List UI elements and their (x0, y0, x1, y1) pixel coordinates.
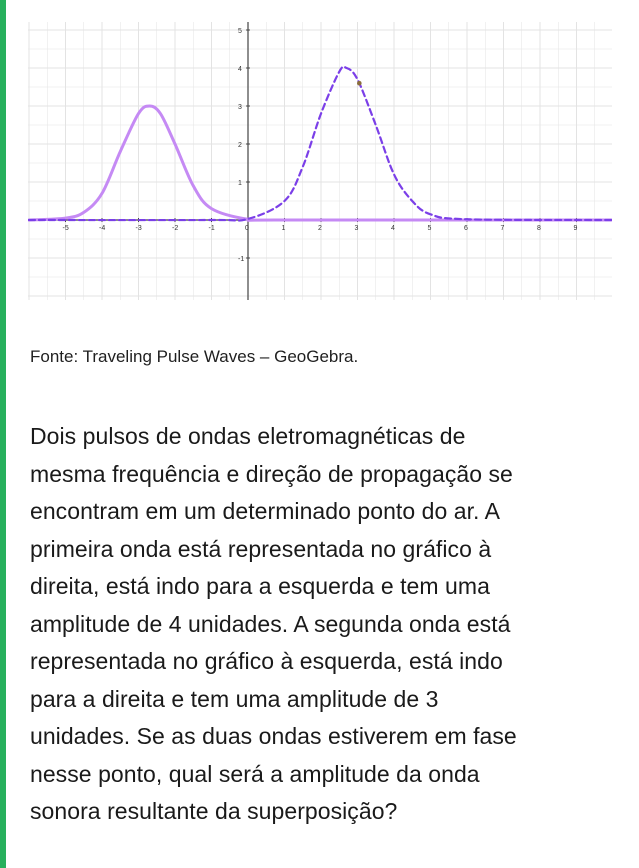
x-tick-label: 0 (245, 225, 249, 232)
question-line: direita, está indo para a esquerda e tem uma (30, 573, 490, 599)
x-tick-label: 4 (391, 225, 395, 232)
y-tick-label: 5 (238, 28, 242, 35)
pulse-right-point (357, 81, 362, 86)
question-line: nesse ponto, qual será a amplitude da onda (30, 760, 480, 787)
x-tick-label: 9 (573, 225, 578, 232)
x-tick-label: 8 (537, 225, 541, 232)
question-line: sonora resultante da superposição? (30, 798, 398, 824)
x-tick-label: 3 (354, 225, 359, 232)
x-tick-label: 1 (281, 225, 286, 232)
question-line: primeira onda está representada no gráfico à (30, 535, 492, 562)
question-line: representada no gráfico à esquerda, está indo (30, 648, 503, 674)
x-tick-label: -3 (135, 225, 142, 232)
question-text (30, 418, 615, 831)
question-line: amplitude de 4 unidades. A segunda onda está (30, 610, 511, 637)
x-tick-label: 2 (318, 225, 322, 232)
y-tick-label: 2 (238, 142, 242, 149)
y-tick-label: -1 (238, 256, 245, 263)
question-line: encontram em um determinado ponto do ar. A (30, 498, 501, 524)
x-tick-label: -2 (172, 225, 179, 232)
figure-caption: Fonte: Traveling Pulse Waves – GeoGebra. (30, 347, 359, 366)
y-tick-label: 1 (238, 180, 242, 187)
x-tick-label: 7 (500, 225, 505, 232)
y-tick-label: 3 (238, 104, 242, 111)
x-tick-label: 5 (427, 225, 432, 232)
question-line: mesma frequência e direção de propagação se (30, 460, 513, 487)
accent-left-bar (0, 0, 6, 868)
chart-svg (28, 22, 612, 300)
x-tick-label: -1 (208, 225, 215, 232)
x-tick-label: -5 (62, 225, 69, 232)
question-line: unidades. Se as duas ondas estiverem em fase (30, 723, 517, 749)
y-tick-label: 4 (238, 66, 242, 73)
chart-tick-labels (63, 28, 578, 263)
question-line: para a direita e tem uma amplitude de 3 (30, 685, 439, 712)
x-tick-label: 6 (464, 225, 468, 232)
x-tick-label: -4 (99, 225, 106, 232)
pulse-waves-chart (28, 22, 612, 300)
question-line: Dois pulsos de ondas eletromagnéticas de (30, 423, 466, 449)
